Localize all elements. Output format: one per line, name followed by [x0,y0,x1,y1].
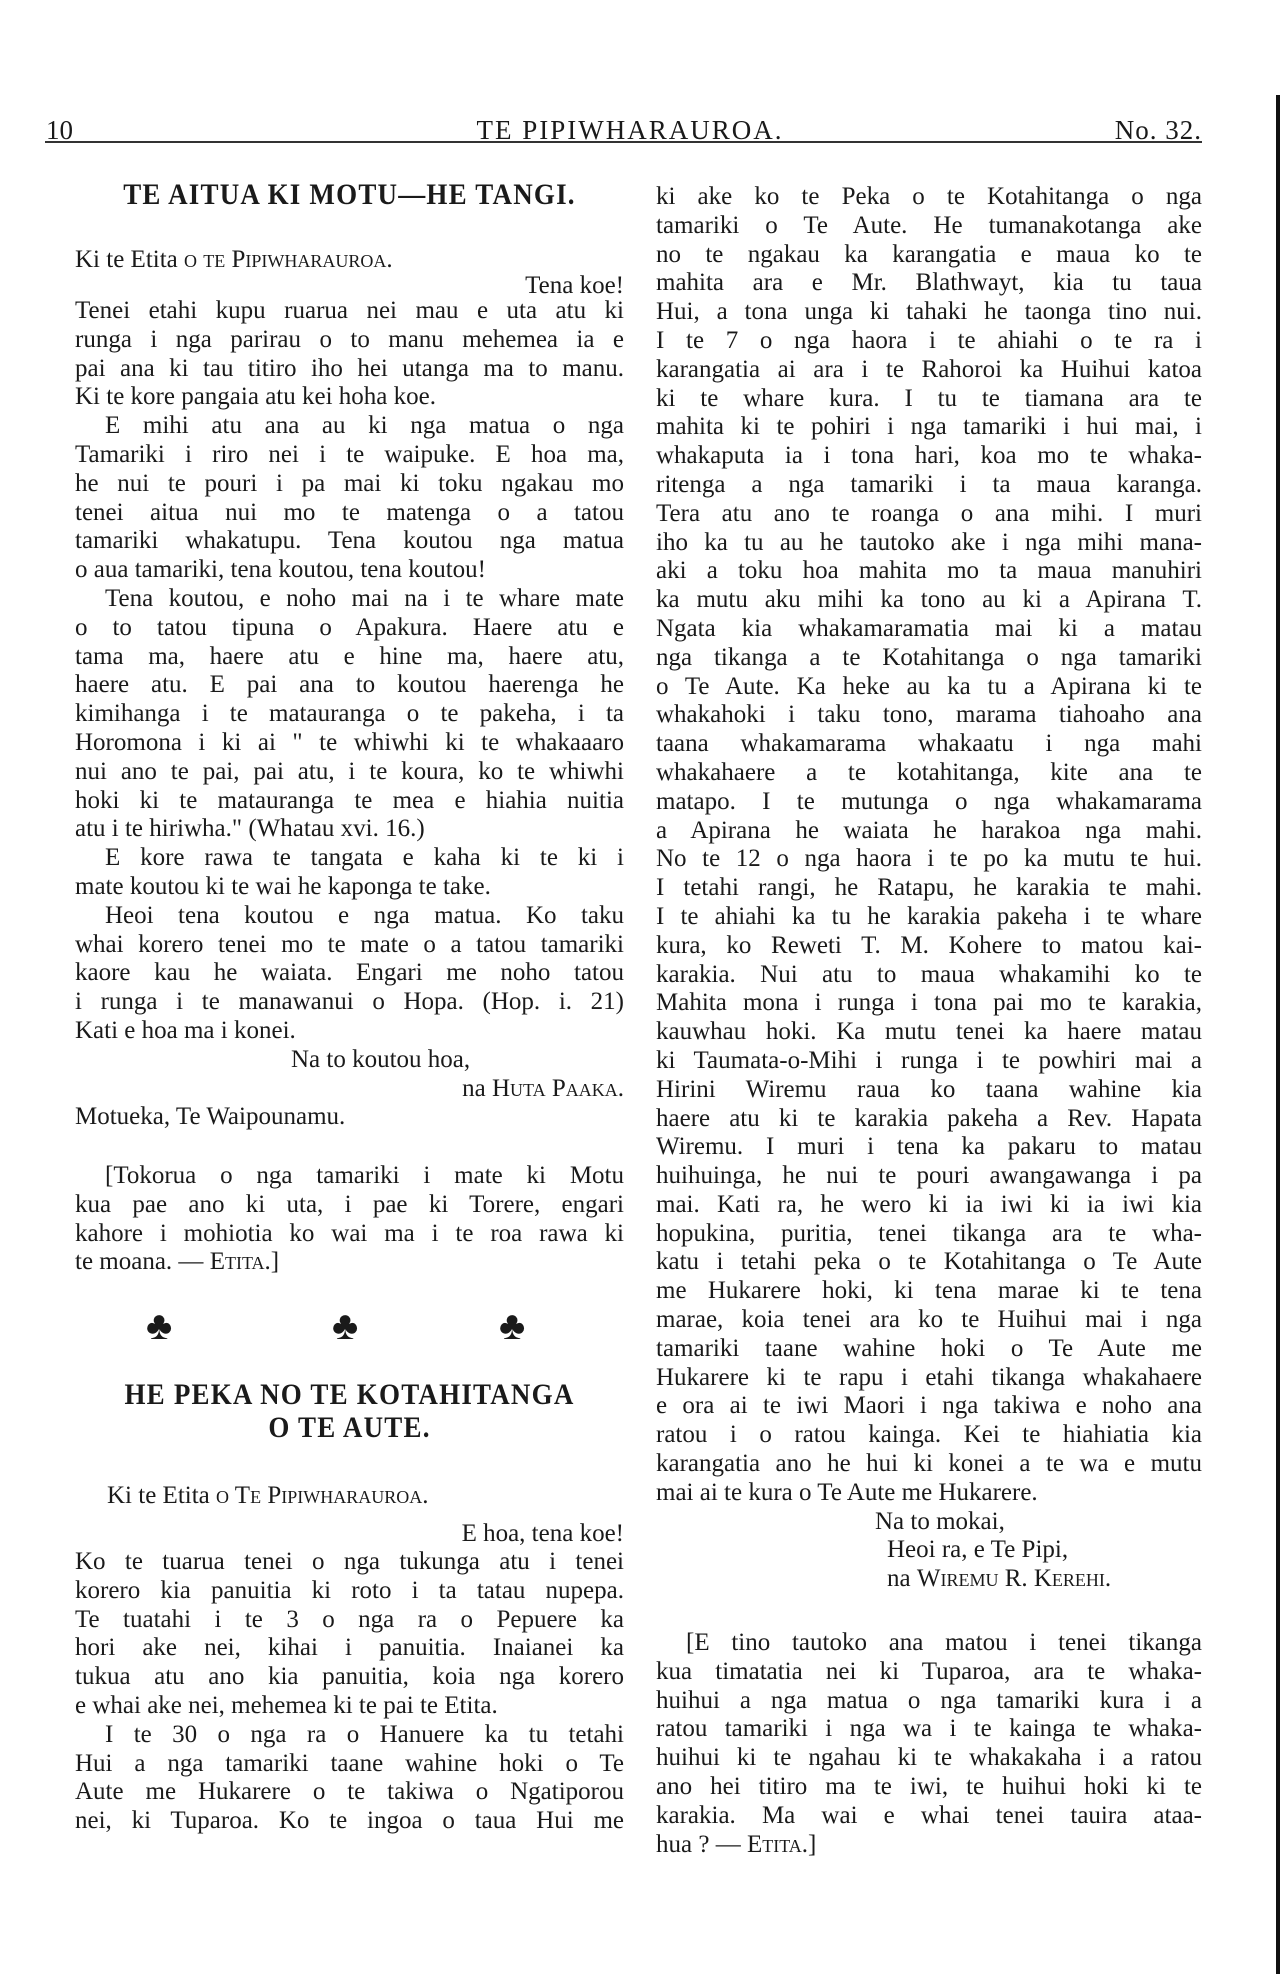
text-line: ki te whare kura. I tu te tiamana ara te [656,384,1202,412]
text-line: korero kia panuitia ki roto i ta tatau nupepa. [75,1576,624,1604]
issue-number: No. 32. [1114,115,1202,145]
salutation [75,246,393,275]
text-line: aki a toku hoa mahita mo ta maua manuhiri [656,557,1202,585]
article-title-line-1: HE PEKA NO TE KOTAHITANGA [124,1377,575,1411]
salutation-recipient: o te Pipiwharauroa. [184,246,393,273]
closing: Na to koutou hoa, [291,1045,471,1073]
text-line: ritenga a nga tamariki i ta maua karanga. [656,470,1202,498]
article-title: TE AITUA KI MOTU—HE TANGI. [123,177,576,211]
text-line: me Hukarere hoki, ki tena marae ki te tena [656,1277,1202,1305]
text-line: e ora ai te iwi Maori i nga takiwa e noho ana [656,1392,1202,1420]
line-text: hua ? — [656,1830,747,1858]
text-line: I tetahi rangi, he Ratapu, he karakia te mahi. [656,874,1202,902]
signature-name: Wiremu R. Kerehi. [916,1565,1112,1593]
paragraph [75,1721,624,1836]
text-line: atu i te hiriwha." (Whatau xvi. 16.) [75,815,425,843]
text-line: kua timatatia nei ki Tuparoa, ara te whaka- [656,1657,1202,1685]
signature-prefix: na [887,1565,911,1593]
text-line: tukua atu ano kia panuitia, koia nga korero [75,1663,624,1691]
text-line [656,1831,1202,1860]
text-line: kauwhau hoki. Ka mutu tenei ka haere matau [656,1018,1202,1046]
text-line: iho ka tu au he tautoko ake i nga mihi mana- [656,528,1202,556]
editor-signoff: Etita.] [746,1830,817,1858]
text-line: o Te Aute. Ka heke au ka tu a Apirana ki te [656,672,1202,700]
signature [75,1075,624,1104]
text-line: karangatia ano he hui ki konei a te wa e mutu [656,1450,1202,1478]
text-line: [Tokorua o nga tamariki i mate ki Motu [105,1162,624,1189]
text-line: huihui a nga matua o nga tamariki kura i a [656,1686,1202,1714]
text-line: Hukarere ki te rapu i etahi tikanga whakahaere [656,1363,1202,1391]
text-line: Hui, a tona unga ki tahaki he taonga tino nui. [656,298,1202,326]
salutation [107,1482,428,1511]
text-line: kimihanga i te matauranga o te pakeha, i ta [75,700,624,728]
running-title: TE PIPIWHARAUROA. [476,115,784,145]
text-line: i runga i te manawanui o Hopa. (Hop. i. 21) [75,988,624,1016]
paragraph [75,412,624,585]
letter-body [75,1548,624,1836]
text-line: e whai ake nei, mehemea ki te pai te Etita. [75,1691,498,1719]
text-line: whakaputa ia i tona hari, koa mo te whaka- [656,442,1202,470]
text-line: ratou tamariki i nga wa i te kainga te whaka- [656,1715,1202,1743]
text-line [75,1248,624,1277]
text-line: o to tatou tipuna o Apakura. Haere atu e [75,613,624,641]
text-line: mai. Kati ra, he wero ki ia iwi ki ia iwi kia [656,1190,1202,1218]
shamrock-icon [332,1306,358,1346]
text-line: kua pae ano ki uta, i pae ki Torere, engari [75,1190,624,1218]
text-line: Wiremu. I muri i tena ka pakaru to matau [656,1133,1202,1161]
text-line: karangatia ai ara i te Rahoroi ka Huihui katoa [656,355,1202,383]
text-line: haere atu. E pai ana to koutou haerenga he [75,671,624,699]
page-edge [1276,95,1280,1974]
text-line: Ko te tuarua tenei o nga tukunga atu i tenei [75,1548,624,1575]
text-line: karakia. Ma wai e whai tenei tauira ataa- [656,1801,1202,1829]
text-line: Tena koutou, e noho mai na i te whare mate [105,584,624,612]
text-line: huihui ki te ngahau ki te whakakaha i a ratou [656,1744,1202,1772]
letter-body-continued [656,183,1202,1594]
text-line: tamariki taane wahine hoki o Te Aute me [656,1334,1202,1362]
text-line: I te 7 o nga haora i te ahiahi o te ra i [656,326,1202,354]
editor-signoff: Etita.] [209,1248,280,1276]
text-line: whakahoki i taku tono, marama tiahoaho ana [656,701,1202,729]
text-line: o aua tamariki, tena koutou, tena koutou! [75,556,486,584]
paragraph [75,844,624,902]
text-line: tenei aitua nui mo te matenga o a tatou [75,498,624,526]
header-rule [45,141,1202,143]
text-line: Horomona i ki ai " te whiwhi ki te whakaaaro [75,728,624,756]
place: Motueka, Te Waipounamu. [75,1103,346,1131]
page-number: 10 [46,115,73,145]
text-line: kura, ko Reweti T. M. Kohere to matou kai- [656,931,1202,959]
text-line: hoki ki te matauranga te mea e hiahia nuitia [75,786,624,814]
paragraph [75,585,624,844]
signature-name: Huta Paaka. [491,1074,624,1102]
closing: Na to mokai, [875,1507,1005,1535]
paragraph [75,902,624,1046]
salutation-recipient: o Te Pipiwharauroa. [216,1482,429,1509]
text-line: tamariki whakatupu. Tena koutou nga matua [75,527,624,555]
text-line: huihuinga, he nui te pouri awangawanga i pa [656,1162,1202,1190]
text-line: Kati e hoa ma i konei. [75,1016,296,1044]
text-line: [E tino tautoko ana matou i tenei tikanga [686,1629,1202,1656]
editor-note [656,1629,1202,1859]
closing-2: Heoi ra, e Te Pipi, [887,1536,1069,1564]
shamrock-icon [499,1306,525,1346]
greeting: E hoa, tena koe! [461,1520,624,1547]
greeting: Tena koe! [525,272,624,299]
text-line: Tenei etahi kupu ruarua nei mau e uta atu ki [75,297,624,324]
signature-prefix: na [462,1074,486,1102]
text-line: Hirini Wiremu raua ko taana wahine kia [656,1075,1202,1103]
text-line: kahore i mohiotia ko wai ma i te roa rawa ki [75,1219,624,1247]
text-line: pai ana ki tau titiro iho hei utanga ma to manu. [75,354,624,382]
text-line: haere atu ki te karakia pakeha a Rev. Hapata [656,1104,1202,1132]
text-line: mahita ara e Mr. Blathwayt, kia tu taua [656,269,1202,297]
text-line: Ki te kore pangaia atu kei hoha koe. [75,383,436,411]
text-line: kaore kau he waiata. Engari me noho tatou [75,959,624,987]
text-line: I te 30 o nga ra o Hanuere ka tu tetahi [105,1720,624,1748]
text-line: tamariki o Te Aute. He tumanakotanga ake [656,211,1202,239]
text-line: Heoi tena koutou e nga matua. Ko taku [105,901,624,929]
text-line: whai korero tenei mo te mate o a tatou tamariki [75,930,624,958]
text-line: whakahaere a te kotahitanga, kite ana te [656,758,1202,786]
text-line: E kore rawa te tangata e kaha ki te ki i [105,844,624,872]
text-line: he nui te pouri i pa mai ki toku ngakau mo [75,469,624,497]
salutation-lead: Ki te Etita [107,1482,210,1509]
text-line: karakia. Nui atu to maua whakamihi ko te [656,960,1202,988]
shamrock-icon [146,1306,172,1346]
salutation-lead: Ki te Etita [75,246,178,273]
text-line: hopukina, puritia, tenei tikanga ara te wha- [656,1219,1202,1247]
text-line: a Apirana he waiata he harakoa nga mahi. [656,816,1202,844]
text-line: Mahita mona i runga i tona pai mo te karakia, [656,989,1202,1017]
text-line: No te 12 o nga haora i te po ka mutu te hui. [656,845,1202,873]
text-line: ratou i o ratou kainga. Kei te hiahiatia kia [656,1421,1202,1449]
text-line: ki ake ko te Peka o te Kotahitanga o nga [656,183,1202,210]
text-line: nga tikanga a te Kotahitanga o nga tamariki [656,643,1202,671]
text-line: Tera atu ano te roanga o ana mihi. I muri [656,499,1202,527]
text-line: mate koutou ki te wai he kaponga te take. [75,872,491,900]
text-line: hori ake nei, kihai i panuitia. Inaianei ka [75,1634,624,1662]
text-line: tama ma, haere atu e hine ma, haere atu, [75,642,624,670]
signature [656,1565,1202,1594]
text-line: taana whakamarama whakaatu i nga mahi [656,730,1202,758]
text-line: mahita ki te pohiri i nga tamariki i hui mai, i [656,413,1202,441]
text-line: E mihi atu ana au ki nga matua o nga [105,412,624,440]
line-text: te moana. — [75,1248,210,1276]
text-line: marae, koia tenei ara ko te Huihui mai i nga [656,1306,1202,1334]
text-line: nui ano te pai, pai atu, i te koura, ko te whiwhi [75,757,624,785]
text-line: Ngata kia whakamaramatia mai ki a matau [656,614,1202,642]
text-line: Hui a nga tamariki taane wahine hoki o Te [75,1749,624,1777]
paragraph [656,183,1202,1508]
text-line: Te tuatahi i te 3 o nga ra o Pepuere ka [75,1605,624,1633]
paragraph [75,1548,624,1721]
text-line: matapo. I te mutunga o nga whakamarama [656,787,1202,815]
article-title-line-2: O TE AUTE. [268,1410,431,1444]
editor-note [75,1162,624,1277]
text-line: mai ai te kura o Te Aute me Hukarere. [656,1478,1038,1506]
paragraph [75,297,624,412]
text-line: ka mutu aku mihi ka tono au ki a Apirana T. [656,586,1202,614]
text-line: runga i nga parirau o to manu mehemea ia e [75,325,624,353]
letter-body [75,297,624,1132]
text-line: no te ngakau ka karangatia e maua ko te [656,240,1202,268]
text-line: nei, ki Tuparoa. Ko te ingoa o taua Hui me [75,1807,624,1835]
text-line: katu i tetahi peka o te Kotahitanga o Te Aute [656,1248,1202,1276]
text-line: I te ahiahi ka tu he karakia pakeha i te whare [656,902,1202,930]
text-line: Aute me Hukarere o te takiwa o Ngatiporou [75,1778,624,1806]
text-line: Tamariki i riro nei i te waipuke. E hoa ma, [75,440,624,468]
text-line: ano hei titiro ma te iwi, te huihui hoki ki te [656,1772,1202,1800]
text-line: ki Taumata-o-Mihi i runga i te powhiri mai a [656,1046,1202,1074]
